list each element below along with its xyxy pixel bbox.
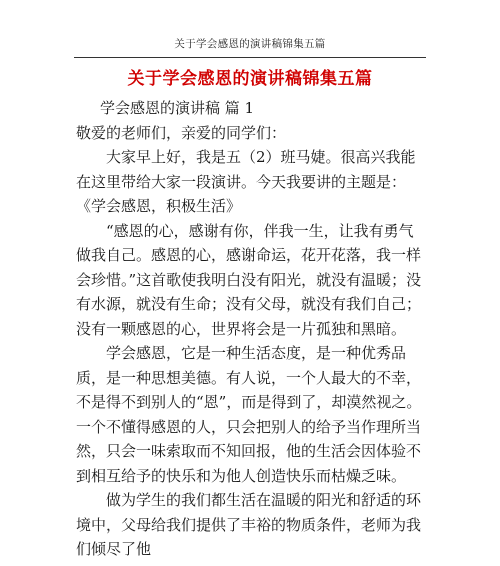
salutation: 敬爱的老师们，亲爱的同学们： xyxy=(76,123,287,142)
paragraph: 学会感恩，它是一种生活态度，是一种优秀品质，是一种思想美德。有人说，一个人最大的不幸，不是得不到别人的“恩”，而是得到了，却漠然视之。一个不懂得感恩的人，只会把别人的给予当作理所当然，只会一味索取而不知回报，他的生活会因体验不到相互给予的快乐和为他人创造快乐而枯燥乏味。 xyxy=(76,344,422,485)
section-heading: 学会感恩的演讲稿 篇 1 xyxy=(100,99,255,117)
document-body xyxy=(76,96,428,562)
paragraph: 大家早上好，我是五（2）班马婕。很高兴我能在这里带给大家一段演讲。今天我要讲的主题是：《学会感恩，积极生活》 xyxy=(76,148,416,215)
paragraph: “感恩的心，感谢有你，伴我一生，让我有勇气做我自己。感恩的心，感谢命运，花开花落，我一样会珍惜。”这首歌使我明白没有阳光，就没有温暖；没有水源，就没有生命；没有父母，就没有我们自己；没有一颗感恩的心，世界将会是一片孤独和黑暗。 xyxy=(76,221,422,338)
paragraph: 做为学生的我们都生活在温暖的阳光和舒适的环境中，父母给我们提供了丰裕的物质条件，老师为我们倾尽了他 xyxy=(76,491,422,558)
header-divider xyxy=(74,57,426,58)
document-title: 关于学会感恩的演讲稿锦集五篇 xyxy=(127,69,373,89)
running-header: 关于学会感恩的演讲稿锦集五篇 xyxy=(174,38,326,50)
